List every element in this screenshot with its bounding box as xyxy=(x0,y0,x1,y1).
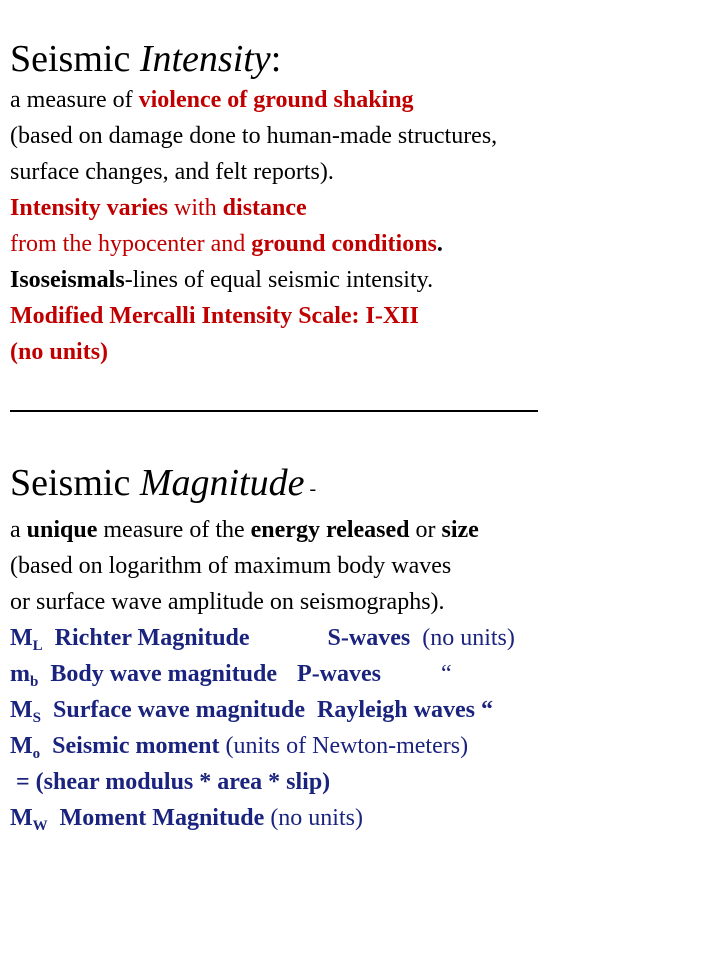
magnitude-name: Surface wave magnitude xyxy=(41,697,305,723)
intensity-heading xyxy=(10,36,710,82)
text-run-emphasis: size xyxy=(441,517,479,543)
intensity-line-5 xyxy=(10,226,710,262)
text-run: from the hypocenter and xyxy=(10,231,252,257)
heading-word: Seismic xyxy=(10,462,140,504)
magnitude-subscript: S xyxy=(32,710,41,726)
intensity-line-2: (based on damage done to human-made structures, xyxy=(10,123,498,149)
magnitude-wave: Rayleigh waves xyxy=(316,697,475,723)
magnitude-name: Seismic moment xyxy=(40,733,220,759)
magnitude-note: “ xyxy=(474,697,493,723)
text-run: -lines of equal seismic intensity. xyxy=(124,267,434,293)
magnitude-ms-row xyxy=(10,692,710,728)
magnitude-wave: S-waves xyxy=(327,625,411,651)
magnitude-mb-row xyxy=(10,656,710,692)
heading-colon: : xyxy=(270,38,282,80)
magnitude-heading xyxy=(10,460,710,512)
intensity-line-4 xyxy=(10,190,710,226)
magnitude-name: Richter Magnitude xyxy=(42,625,250,651)
magnitude-mo-row xyxy=(10,728,710,764)
magnitude-subscript: b xyxy=(30,674,39,690)
heading-dash: - xyxy=(304,478,317,500)
magnitude-note: “ xyxy=(441,661,452,687)
magnitude-ml-row xyxy=(10,620,710,656)
magnitude-note: (no units) xyxy=(410,625,515,651)
section-divider xyxy=(10,410,538,412)
magnitude-name: Body wave magnitude xyxy=(38,661,278,687)
text-run: . xyxy=(436,231,443,257)
magnitude-symbol: M xyxy=(10,625,33,651)
intensity-scale-line: Modified Mercalli Intensity Scale: I-XII xyxy=(10,303,419,329)
text-run: with xyxy=(168,195,223,221)
slide-page xyxy=(10,36,710,836)
intensity-line-6 xyxy=(10,262,710,298)
magnitude-symbol: M xyxy=(10,805,33,831)
magnitude-line-3: or surface wave amplitude on seismographs). xyxy=(10,589,445,615)
magnitude-symbol: M xyxy=(10,733,33,759)
magnitude-wave: P-waves xyxy=(297,661,382,687)
text-run: a xyxy=(10,517,27,543)
magnitude-line-1 xyxy=(10,512,710,548)
heading-italic: Intensity xyxy=(139,38,271,80)
magnitude-symbol: m xyxy=(10,661,30,687)
text-run: a measure of xyxy=(10,87,139,113)
heading-word: Seismic xyxy=(10,38,140,80)
text-run-emphasis: unique xyxy=(26,517,98,543)
heading-italic: Magnitude xyxy=(139,462,305,504)
intensity-units-line: (no units) xyxy=(10,339,109,365)
magnitude-subscript: L xyxy=(32,638,43,654)
text-run-emphasis: Intensity varies xyxy=(10,195,168,221)
text-run-emphasis: distance xyxy=(222,195,307,221)
intensity-line-3: surface changes, and felt reports). xyxy=(10,159,334,185)
text-run-emphasis: energy released xyxy=(250,517,410,543)
text-run: measure of the xyxy=(97,517,251,543)
text-run-emphasis: Isoseismals xyxy=(10,267,125,293)
magnitude-subscript: o xyxy=(32,746,41,762)
intensity-line-1 xyxy=(10,82,710,118)
magnitude-mw-row xyxy=(10,800,710,836)
text-run-emphasis: violence of ground shaking xyxy=(138,87,414,113)
text-run-emphasis: ground conditions xyxy=(251,231,437,257)
magnitude-name: Moment Magnitude xyxy=(47,805,265,831)
magnitude-line-2: (based on logarithm of maximum body waves xyxy=(10,553,452,579)
magnitude-subscript: W xyxy=(32,818,48,834)
magnitude-note: (no units) xyxy=(264,805,363,831)
magnitude-symbol: M xyxy=(10,697,33,723)
moment-equation: = (shear modulus * area * slip) xyxy=(10,769,331,795)
magnitude-note: (units of Newton-meters) xyxy=(219,733,469,759)
text-run: or xyxy=(409,517,442,543)
